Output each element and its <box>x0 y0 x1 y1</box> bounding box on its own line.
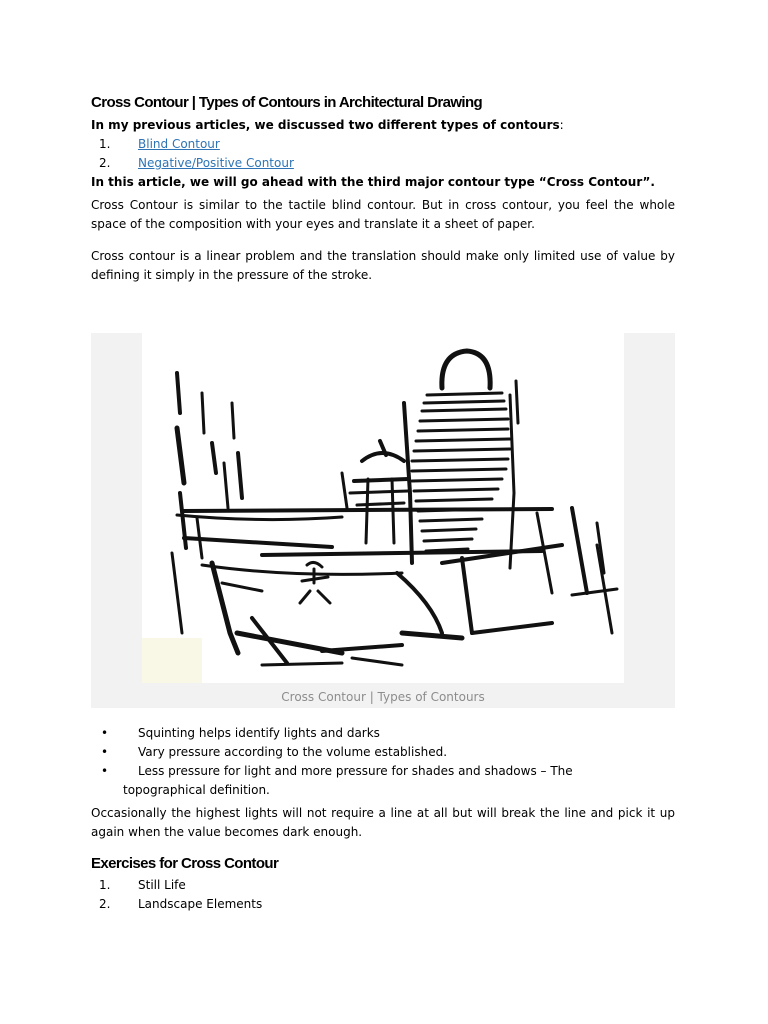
bullet-text-continued: topographical definition. <box>123 783 270 797</box>
paragraph-1: Cross Contour is similar to the tactile blind contour. But in cross contour, you feel the whole space of the composition with your eyes and translate it a sheet of paper. <box>91 198 675 231</box>
blind-contour-link[interactable]: Blind Contour <box>138 137 220 151</box>
bullet-icon: • <box>101 745 109 759</box>
figure-caption: Cross Contour | Types of Contours <box>281 690 485 704</box>
exercise-label: Landscape Elements <box>138 897 263 911</box>
list-number: 2. <box>99 156 111 170</box>
figure <box>91 333 675 708</box>
exercise-label: Still Life <box>138 878 186 892</box>
paragraph-3: Occasionally the highest lights will not require a line at all but will break the line and pick it up again when the value becomes dark enough. <box>91 806 675 839</box>
list-item <box>91 743 675 762</box>
intro-text <box>91 116 675 135</box>
intro-label: In my previous articles, we discussed two different types of contours <box>91 118 560 132</box>
list-item <box>91 762 675 800</box>
list-number: 1. <box>99 137 111 151</box>
bullet-text: Squinting helps identify lights and darks <box>138 726 380 740</box>
intro-colon: : <box>559 118 564 132</box>
bullet-text: Vary pressure according to the volume established. <box>138 745 448 759</box>
tips-list <box>91 724 675 800</box>
list-item <box>91 724 675 743</box>
previous-articles-list <box>91 135 675 173</box>
bullet-icon: • <box>101 764 109 778</box>
cross-contour-drawing <box>142 333 624 683</box>
list-number: 1. <box>99 878 111 892</box>
exercises-heading: Exercises for Cross Contour <box>91 855 279 872</box>
page-title: Cross Contour | Types of Contours in Architectural Drawing <box>91 94 483 111</box>
list-item <box>91 154 675 173</box>
lead-text: In this article, we will go ahead with the third major contour type “Cross Contour”. <box>91 175 655 189</box>
bullet-icon: • <box>101 726 109 740</box>
list-number: 2. <box>99 897 111 911</box>
exercises-list <box>91 876 675 914</box>
negative-positive-contour-link[interactable]: Negative/Positive Contour <box>138 156 294 170</box>
article-continued <box>91 724 675 914</box>
bullet-text: Less pressure for light and more pressure for shades and shadows – The <box>138 764 573 778</box>
paragraph-2: Cross contour is a linear problem and the translation should make only limited use of value by defining it simply in the pressure of the stroke. <box>91 249 675 282</box>
list-item <box>91 895 675 914</box>
article <box>91 93 675 911</box>
list-item <box>91 876 675 895</box>
list-item <box>91 135 675 154</box>
